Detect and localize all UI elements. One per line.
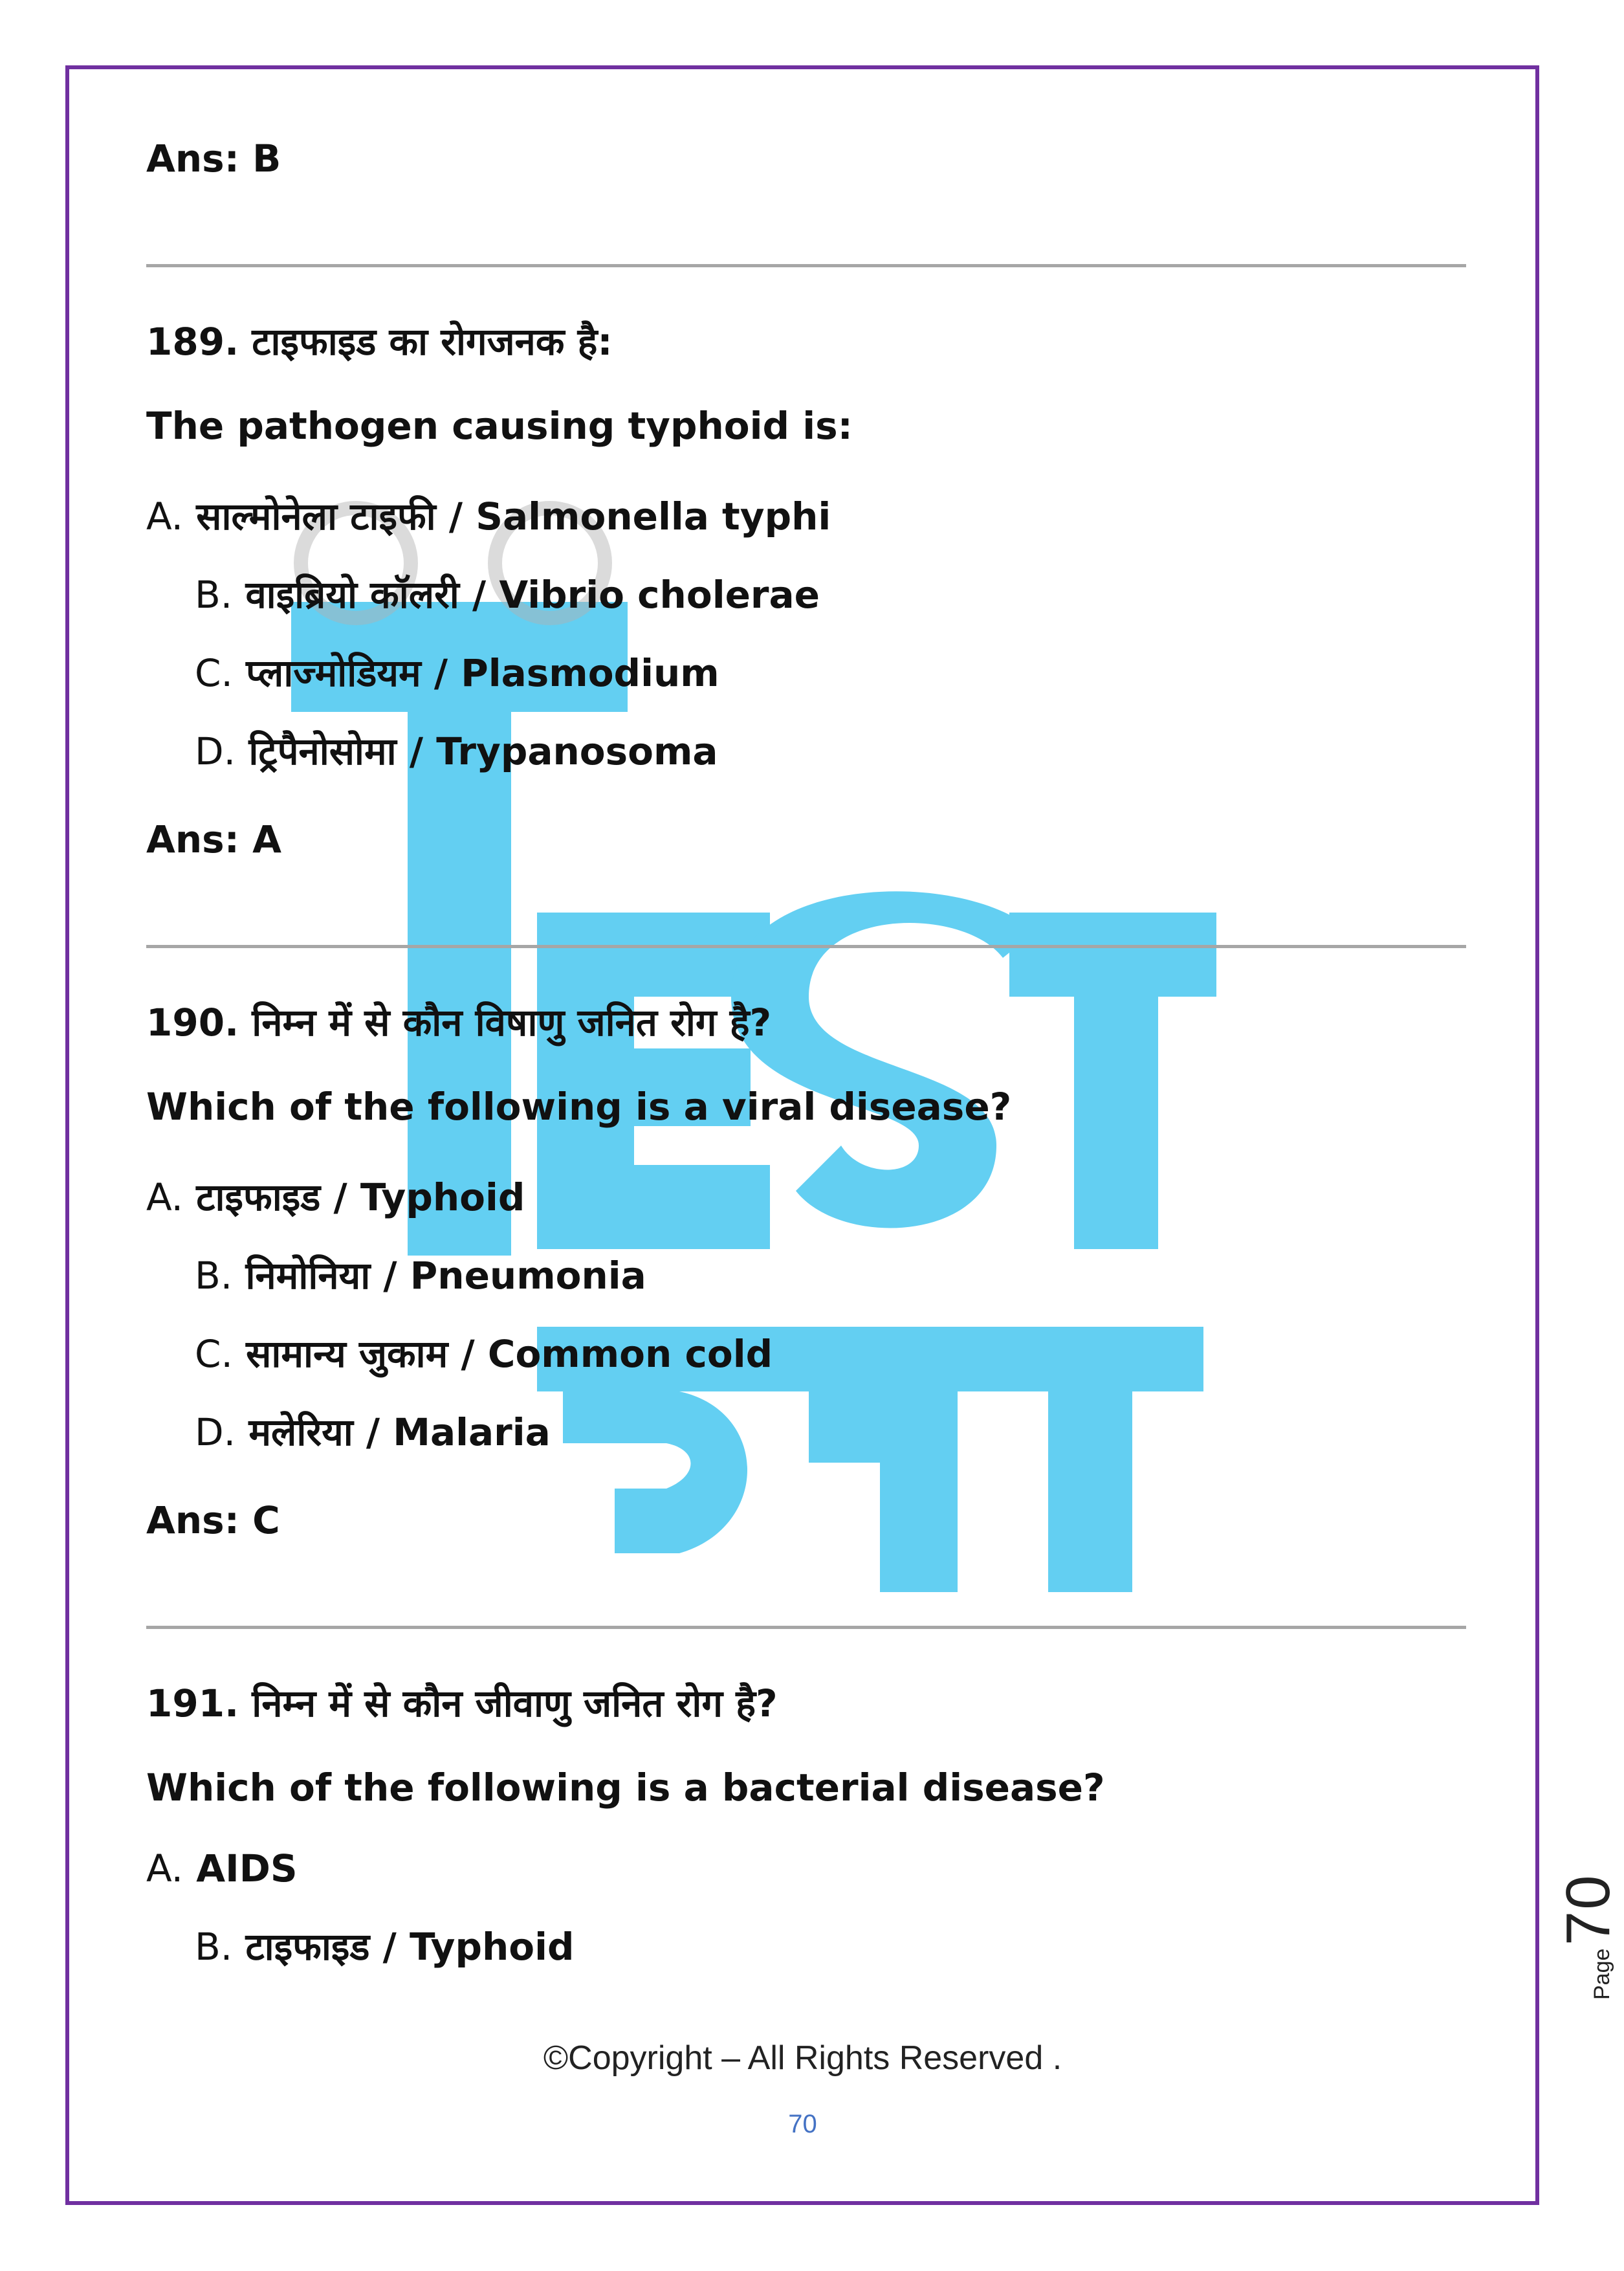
option-a: [146, 1175, 1466, 1220]
answer: Ans: A: [146, 817, 281, 861]
option-prefix: B.: [195, 573, 233, 617]
answer: Ans: C: [146, 1498, 280, 1542]
page-content: [146, 123, 1466, 1969]
question-hindi: 191. निम्न में से कौन जीवाणु जनित रोग है?: [146, 1681, 778, 1725]
question-english: The pathogen causing typhoid is:: [146, 404, 853, 448]
option-d: [146, 729, 1466, 774]
previous-answer: Ans: B: [146, 137, 281, 181]
option-prefix: A.: [146, 1846, 184, 1890]
question-block: [146, 1681, 1466, 1969]
question-block: [146, 319, 1466, 862]
side-page-label: Page: [1590, 1948, 1614, 2000]
divider: [146, 1626, 1466, 1629]
option-text: निमोनिया / Pneumonia: [245, 1254, 646, 1298]
option-prefix: B.: [195, 1925, 233, 1969]
option-prefix: D.: [195, 1410, 236, 1454]
option-text: वाइब्रियो कॉलरी / Vibrio cholerae: [245, 573, 820, 617]
option-prefix: D.: [195, 729, 236, 773]
option-b: [146, 572, 1466, 617]
option-text: मलेरिया / Malaria: [248, 1410, 551, 1454]
option-b: [146, 1924, 1466, 1969]
option-text: AIDS: [196, 1846, 298, 1890]
option-text: सामान्य जुकाम / Common cold: [246, 1332, 773, 1376]
option-prefix: C.: [195, 1332, 233, 1376]
option-text: ट्रिपैनोसोमा / Trypanosoma: [248, 729, 718, 773]
footer-page-number: 70: [788, 2110, 817, 2138]
divider: [146, 945, 1466, 948]
option-d: [146, 1410, 1466, 1455]
question-english: Which of the following is a bacterial disease?: [146, 1766, 1105, 1810]
side-page-value: 70: [1553, 1874, 1623, 1946]
question-english: Which of the following is a viral disease?: [146, 1085, 1012, 1129]
footer-copyright: ©Copyright – All Rights Reserved .: [543, 2039, 1062, 2077]
side-page-number: [1553, 1864, 1623, 2000]
question-hindi: 190. निम्न में से कौन विषाणु जनित रोग है?: [146, 1001, 772, 1045]
option-prefix: A.: [146, 494, 184, 538]
option-a: [146, 494, 1466, 539]
option-c: [146, 1331, 1466, 1377]
option-prefix: B.: [195, 1254, 233, 1298]
divider: [146, 264, 1466, 267]
question-hindi: 189. टाइफाइड का रोगजनक है:: [146, 320, 613, 364]
option-text: साल्मोनेला टाइफी / Salmonella typhi: [196, 494, 831, 538]
option-prefix: C.: [195, 651, 233, 695]
option-prefix: A.: [146, 1175, 184, 1219]
option-b: [146, 1253, 1466, 1298]
option-text: टाइफाइड / Typhoid: [196, 1175, 525, 1219]
question-block: [146, 1000, 1466, 1543]
option-text: प्लाज्मोडियम / Plasmodium: [246, 651, 719, 695]
option-c: [146, 650, 1466, 696]
option-a: [146, 1846, 1466, 1891]
option-text: टाइफाइड / Typhoid: [245, 1925, 575, 1969]
